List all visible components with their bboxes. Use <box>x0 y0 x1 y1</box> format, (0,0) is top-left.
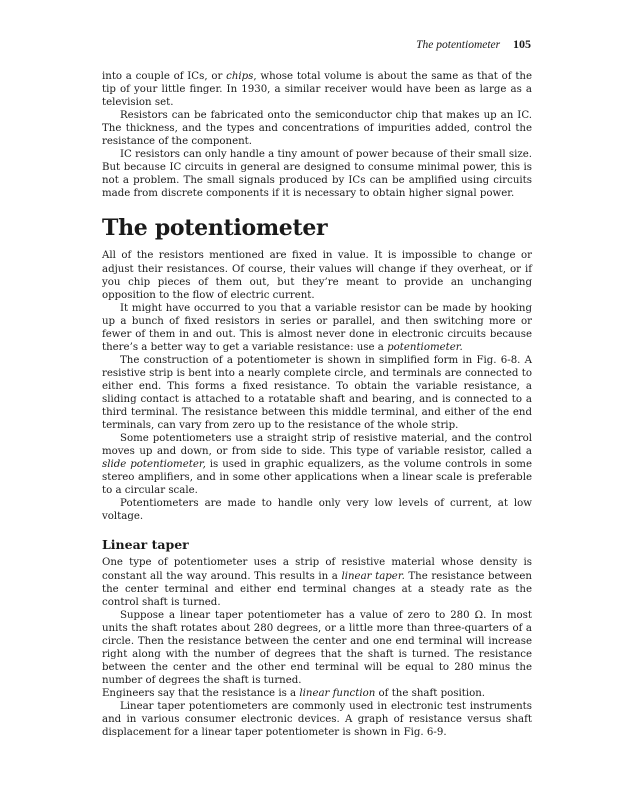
subsection-paragraph-4: Linear taper potentiometers are commonly used in electronic test instruments and in various consumer electronic devices. A graph of resistance versus shaft displacement for a linear taper potentiometer is shown in Fig. 6-9. <box>102 700 532 739</box>
emphasis-term: linear function <box>299 687 376 699</box>
running-head-title: The potentiometer <box>416 39 501 51</box>
paragraph-text: of the shaft position. <box>375 687 486 699</box>
paragraph-text: It might have occurred to you that a variable resistor can be made by hooking up a bunch of fixed resistors in series or parallel, and then switching more or fewer of them in and out. This is almost never done in electronic circuits because there’s a better way to get a variable resistance: use a <box>102 302 532 353</box>
paragraph-intro-3: IC resistors can only handle a tiny amount of power because of their small size. But because IC circuits in general are designed to consume minimal power, this is not a problem. The small signals produced by ICs can be amplified using circuits made from discrete components if it is necessary to obtain higher signal power. <box>102 149 532 200</box>
paragraph-text: is used in graphic equalizers, as the volume controls in some stereo amplifiers, and in some other applications when a linear scale is preferable to a circular scale. <box>102 459 532 497</box>
section-paragraph-4 <box>102 432 532 497</box>
subsection-paragraph-2: Suppose a linear taper potentiometer has a value of zero to 280 Ω. In most units the shaft rotates about 280 degrees, or a little more than three-quarters of a circle. Then the resistance between the center and one end terminal will increase right along with the number of degrees that the shaft is turned. The resistance between the center and the other end terminal will be equal to 280 minus the number of degrees the shaft is turned. <box>102 609 532 686</box>
body-text <box>102 70 532 739</box>
emphasis-term: potentiometer. <box>387 341 463 353</box>
section-paragraph-3: The construction of a potentiometer is shown in simplified form in Fig. 6-8. A resistive strip is bent into a nearly complete circle, and terminals are connected to either end. This forms a fixed resistance. To obtain the variable resistance, a sliding contact is attached to a rotatable shaft and bearing, and is connected to a third terminal. The resistance between this middle terminal, and either of the end terminals, can vary from zero up to the resistance of the whole strip. <box>102 354 532 432</box>
paragraph-text: The resistance between the center terminal and either end terminal changes at a steady rate as the control shaft is turned. <box>102 570 532 608</box>
subsection-paragraph-1 <box>102 556 532 608</box>
paragraph-text: , whose total volume is about the same as that of the tip of your little finger. In 1930, a similar receiver would have been as large as a television set. <box>102 71 533 109</box>
paragraph-intro-2: Resistors can be fabricated onto the semiconductor chip that makes up an IC. The thickness, and the types and concentrations of impurities added, control the resistance of the component. <box>102 110 532 148</box>
section-paragraph-5: Potentiometers are made to handle only very low levels of current, at low voltage. <box>102 498 532 523</box>
emphasis-term: linear taper. <box>341 570 405 582</box>
emphasis-term: chips <box>226 71 254 82</box>
paragraph-text: Engineers say that the resistance is a <box>102 687 300 699</box>
section-paragraph-1: All of the resistors mentioned are fixed in value. It is impossible to change or adjust their resistances. Of course, their values will change if they overheat, or if you chip pieces of them out, but they’re meant to provide an unchanging opposition to the flow of electric current. <box>102 250 532 301</box>
section-heading: The potentiometer <box>102 215 328 242</box>
section-paragraph-2 <box>102 302 532 354</box>
subsection-paragraph-3 <box>102 687 532 700</box>
emphasis-term: slide potentiometer, <box>102 459 206 471</box>
paragraph-text: into a couple of ICs, or <box>102 71 227 82</box>
paragraph-intro-1 <box>102 70 532 109</box>
paragraph-text: Some potentiometers use a straight strip of resistive material, and the control moves up and down, or from side to side. This type of variable resistor, called a <box>102 433 532 458</box>
subsection-heading: Linear taper <box>102 537 189 553</box>
paragraph-text: One type of potentiometer uses a strip of resistive material whose density is constant all the way around. This results in a <box>102 557 532 582</box>
running-head <box>416 37 531 52</box>
page-number: 105 <box>513 37 531 51</box>
